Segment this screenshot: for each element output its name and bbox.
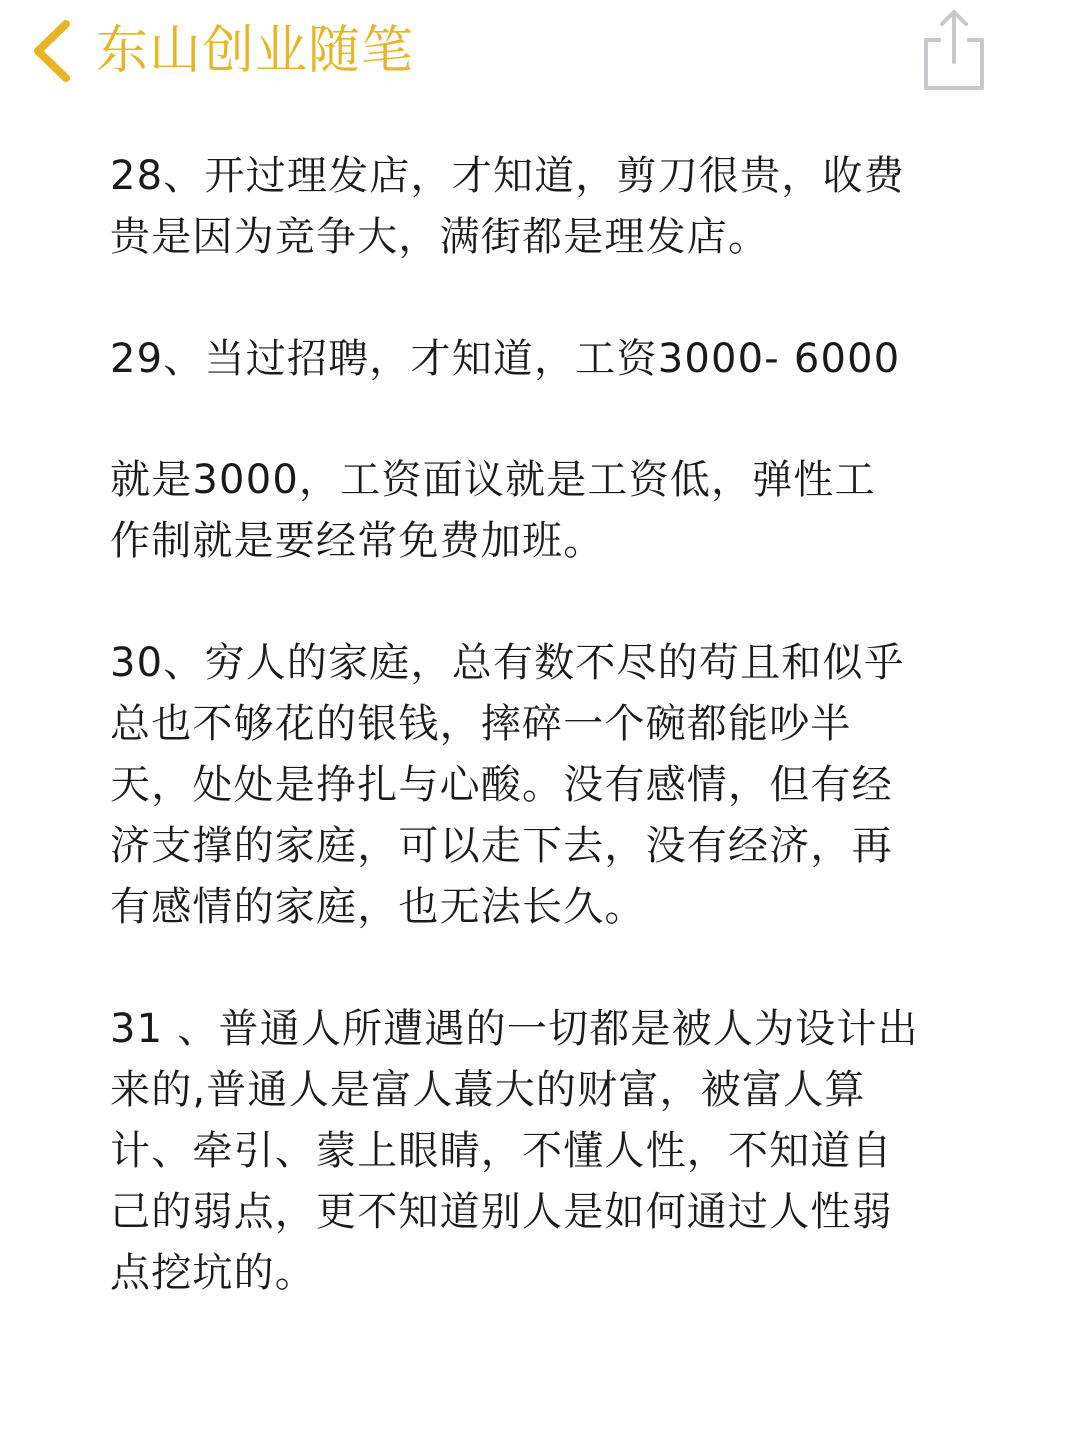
share-button[interactable] (916, 4, 992, 94)
note-paragraph-28 (110, 146, 970, 268)
note-line: 30、穷人的家庭，总有数不尽的苟且和似乎 (110, 640, 905, 686)
chevron-left-icon (28, 20, 74, 82)
note-paragraph-30 (110, 633, 970, 938)
note-line: 济支撑的家庭，可以走下去，没有经济，再 (110, 823, 893, 869)
note-line: 31 、普通人所遭遇的一切都是被人为设计出 (110, 1006, 919, 1052)
note-line: 来的,普通人是富人蕞大的财富，被富人算 (110, 1067, 866, 1113)
note-line: 就是3000，工资面议就是工资低，弹性工 (110, 457, 876, 503)
navigation-bar (0, 0, 1080, 104)
note-line: 点挖坑的。 (110, 1250, 316, 1296)
note-line: 计、牵引、蒙上眼睛，不懂人性，不知道自 (110, 1128, 893, 1174)
back-button[interactable] (24, 14, 84, 88)
note-paragraph-29 (110, 329, 970, 390)
note-line: 29、当过招聘，才知道，工资3000- 6000 (110, 336, 901, 382)
note-paragraph-29-continued (110, 450, 970, 572)
share-icon (916, 4, 992, 94)
note-line: 总也不够花的银钱，摔碎一个碗都能吵半 (110, 701, 852, 747)
note-line: 己的弱点，更不知道别人是如何通过人性弱 (110, 1189, 893, 1235)
note-line: 贵是因为竞争大，满街都是理发店。 (110, 214, 770, 260)
note-line: 有感情的家庭，也无法长久。 (110, 884, 646, 930)
note-paragraph-31 (110, 999, 970, 1304)
note-line: 28、开过理发店，才知道，剪刀很贵，收费 (110, 153, 905, 199)
page-title: 东山创业随笔 (96, 21, 415, 81)
note-line: 作制就是要经常免费加班。 (110, 518, 605, 564)
note-body (110, 146, 970, 1304)
note-line: 天，处处是挣扎与心酸。没有感情，但有经 (110, 762, 893, 808)
